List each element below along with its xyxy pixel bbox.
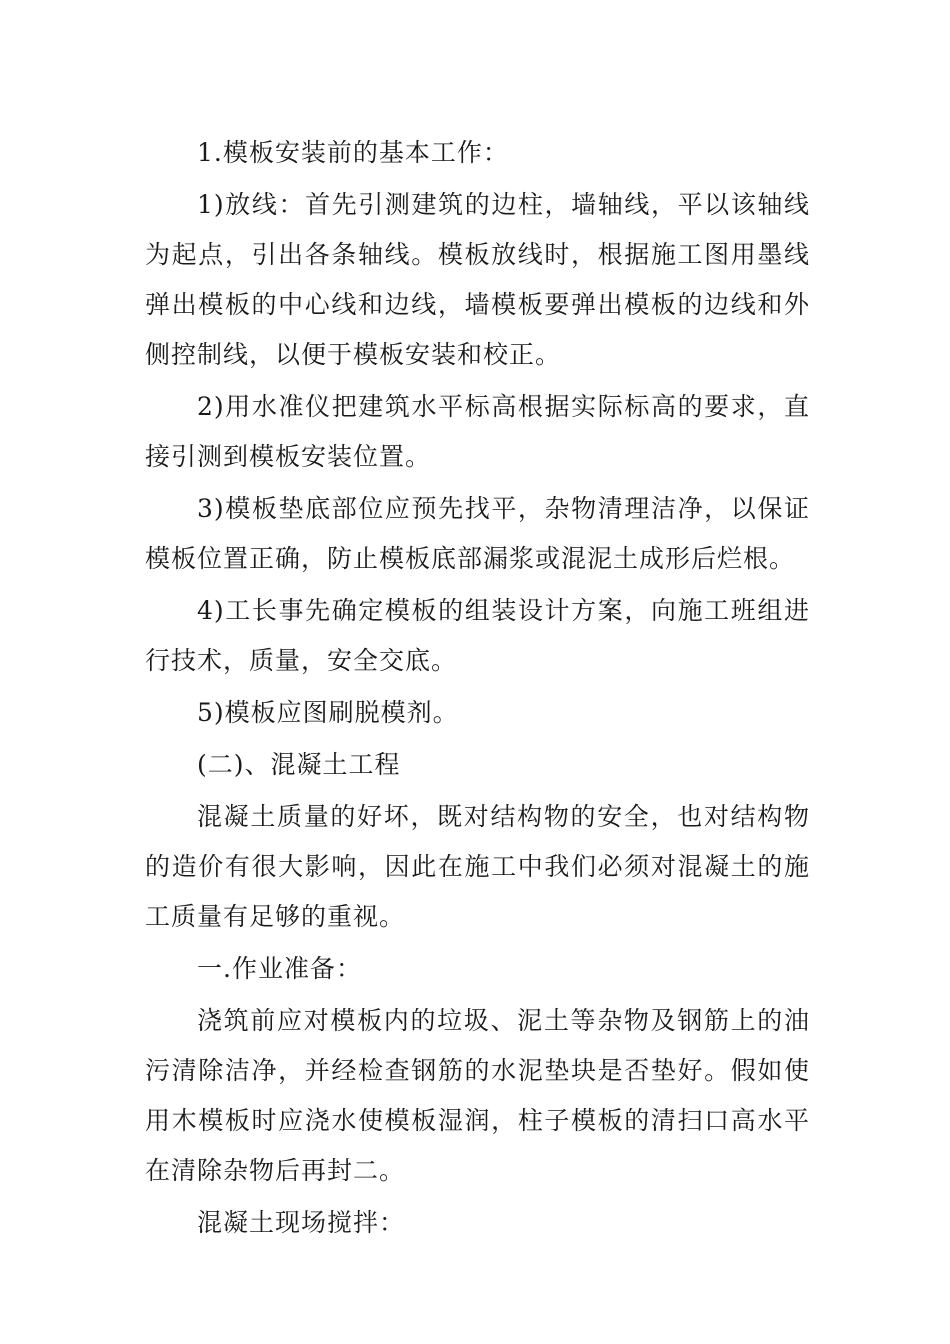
- paragraph-base: 3)模板垫底部位应预先找平，杂物清理洁净，以保证模板位置正确，防止模板底部漏浆或混泥土成形后烂根。: [145, 494, 810, 573]
- paragraph-concrete-quality: 混凝土质量的好坏，既对结构物的安全，也对结构物的造价有很大影响，因此在施工中我们必须对混凝土的施工质量有足够的重视。: [145, 802, 810, 931]
- subheading-preparation: 一.作业准备：: [197, 954, 362, 983]
- section-heading-concrete: (二)、混凝土工程: [197, 750, 401, 779]
- paragraph-setout: 1)放线：首先引测建筑的边柱，墙轴线，平以该轴线为起点，引出各条轴线。模板放线时，根据施工图用墨线弹出模板的中心线和边线，墙模板要弹出模板的边线和外侧控制线，以便于模板安装和校正。: [145, 190, 810, 369]
- paragraph-assembly: 4)工长事先确定模板的组装设计方案，向施工班组进行技术，质量，安全交底。: [145, 596, 810, 675]
- paragraph-release-agent: 5)模板应图刷脱模剂。: [197, 698, 459, 727]
- paragraph-cleaning: 浇筑前应对模板内的垃圾、泥土等杂物及钢筋上的油污清除洁净，并经检查钢筋的水泥垫块是否垫好。假如使用木模板时应浇水使模板湿润，柱子模板的清扫口高水平在清除杂物后再封二。: [145, 1006, 810, 1185]
- document-body: [145, 128, 810, 1248]
- subheading-site-mixing: 混凝土现场搅拌：: [197, 1208, 406, 1237]
- paragraph-1-heading: 1.模板安装前的基本工作：: [197, 138, 509, 167]
- paragraph-level: 2)用水准仪把建筑水平标高根据实际标高的要求，直接引测到模板安装位置。: [145, 392, 810, 471]
